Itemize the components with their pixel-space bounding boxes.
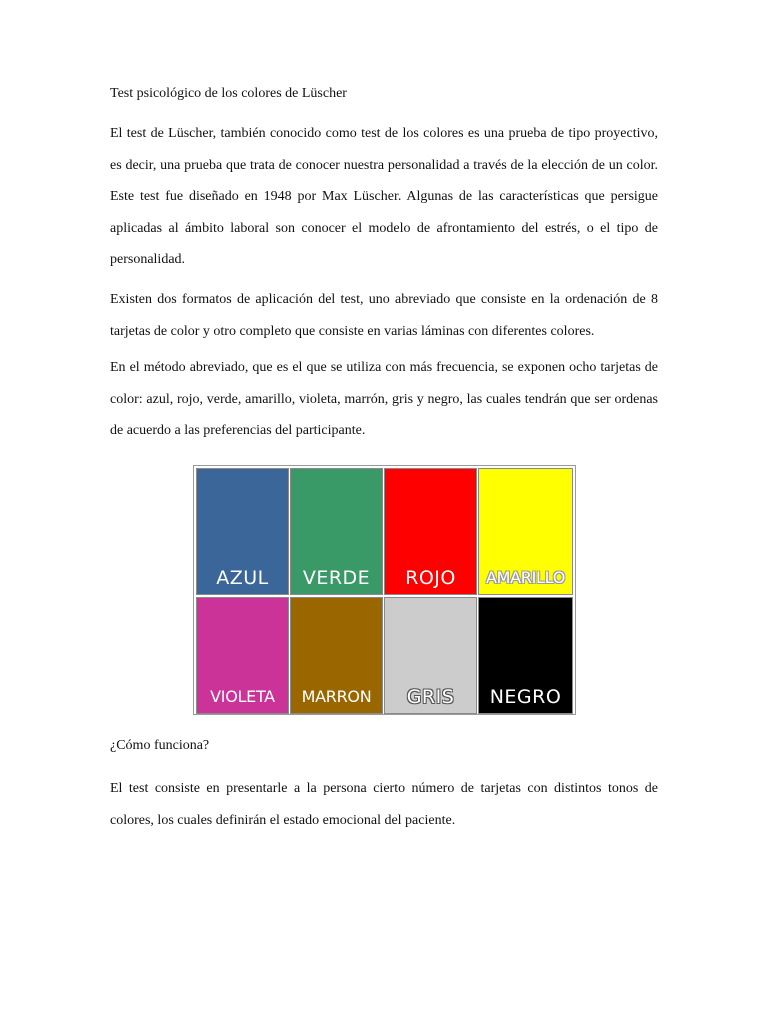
color-card-gris — [384, 597, 477, 714]
color-card-marron — [290, 597, 383, 714]
color-card-violeta — [196, 597, 289, 714]
color-card-label: GRIS — [406, 686, 455, 708]
color-card-label: VERDE — [302, 567, 371, 589]
color-card-amarillo — [478, 468, 573, 595]
document-title: Test psicológico de los colores de Lüscher — [110, 86, 347, 101]
color-card-negro — [478, 597, 573, 714]
color-card-rojo — [384, 468, 477, 595]
color-card-azul — [196, 468, 289, 595]
color-card-label: NEGRO — [489, 686, 562, 708]
color-cards-figure — [193, 465, 576, 715]
paragraph-how-it-works: El test consiste en presentarle a la persona cierto número de tarjetas con distintos tonos de colores, los cuales definirán el estado emocional del paciente. — [110, 781, 658, 828]
paragraph-intro: El test de Lüscher, también conocido como test de los colores es una prueba de tipo proyectivo, es decir, una prueba que trata de conocer nuestra personalidad a través de la elección de un color. Este test fue diseñado en 1948 por Max Lüscher. Algunas de las características que persigue aplicadas al ámbito laboral son conocer el modelo de afrontamiento del estrés, o el tipo de personalidad. — [110, 126, 658, 267]
color-card-verde — [290, 468, 383, 595]
color-card-label: MARRON — [301, 687, 372, 706]
color-card-label: ROJO — [405, 567, 456, 589]
color-card-label: AMARILLO — [486, 568, 565, 587]
paragraph-abbreviated-method: En el método abreviado, que es el que se utiliza con más frecuencia, se exponen ocho tarjetas de color: azul, rojo, verde, amarillo, violeta, marrón, gris y negro, las cuales tendrán que ser ordenas de acuerdo a las preferencias del participante. — [110, 360, 658, 438]
section-subtitle: ¿Cómo funciona? — [110, 738, 210, 753]
paragraph-formats: Existen dos formatos de aplicación del test, uno abreviado que consiste en la ordenación de 8 tarjetas de color y otro completo que consiste en varias láminas con diferentes colores. — [110, 292, 658, 339]
color-card-label: AZUL — [216, 567, 269, 589]
color-card-label: VIOLETA — [210, 687, 275, 706]
